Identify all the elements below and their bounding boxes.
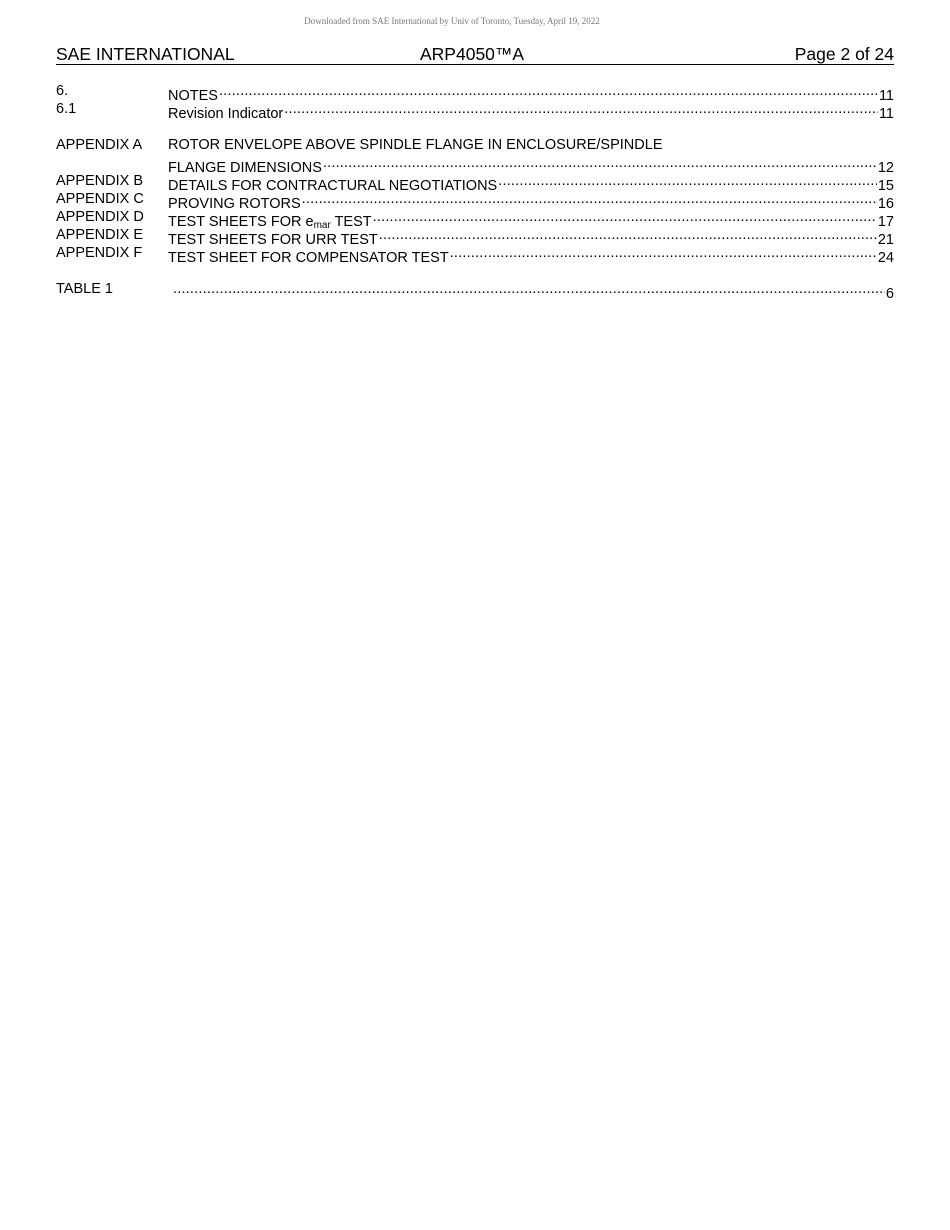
- toc-row-appendix-b[interactable]: [56, 172, 894, 194]
- toc-entry: [168, 100, 894, 123]
- header-organization: SAE INTERNATIONAL: [56, 44, 235, 64]
- toc-row-appendix-c[interactable]: [56, 190, 894, 212]
- toc-dot-leader: [302, 190, 877, 208]
- toc-number: APPENDIX C: [56, 191, 144, 207]
- toc-page: 11: [878, 88, 894, 104]
- page-header: [56, 44, 894, 65]
- toc-row-notes[interactable]: [56, 82, 894, 104]
- toc-row-appendix-d[interactable]: [56, 208, 894, 231]
- toc-row-appendix-a-line2[interactable]: [56, 154, 894, 176]
- toc-number: 6.1: [56, 101, 77, 117]
- toc-dot-leader: [219, 82, 878, 100]
- toc-page: 21: [877, 232, 894, 248]
- toc-dot-leader: [284, 100, 878, 118]
- toc-number: APPENDIX E: [56, 227, 144, 243]
- toc-dot-leader: [373, 208, 877, 226]
- toc-title: TEST SHEETS FOR URR TEST: [168, 232, 378, 248]
- toc-entry: [168, 244, 894, 267]
- toc-title: ROTOR ENVELOPE ABOVE SPINDLE FLANGE IN ENCLOSURE/SPINDLE: [168, 137, 663, 153]
- toc-title: TEST SHEET FOR COMPENSATOR TEST: [168, 250, 449, 266]
- toc-number: APPENDIX D: [56, 209, 144, 225]
- toc-entry: [172, 280, 894, 303]
- toc-title-suffix: TEST: [330, 214, 372, 230]
- toc-number: 6.: [56, 83, 69, 99]
- toc-dot-leader: [450, 244, 877, 262]
- toc-page: 16: [877, 196, 894, 212]
- toc-page: 11: [878, 106, 894, 122]
- toc-number: APPENDIX F: [56, 245, 143, 261]
- toc-title: DETAILS FOR CONTRACTURAL NEGOTIATIONS: [168, 178, 498, 194]
- toc-row-revision-indicator[interactable]: [56, 100, 894, 122]
- toc-title-continued: FLANGE DIMENSIONS: [168, 160, 322, 176]
- toc-page: 12: [877, 160, 894, 176]
- toc-page: 15: [877, 178, 894, 194]
- header-page-number: Page 2 of 24: [794, 44, 894, 64]
- toc-dot-leader: [323, 154, 877, 172]
- toc-dot-leader: [173, 280, 885, 298]
- toc-row-appendix-e[interactable]: [56, 226, 894, 248]
- toc-dot-leader: [498, 172, 877, 190]
- toc-page: 17: [877, 214, 894, 230]
- toc-number: APPENDIX A: [56, 137, 143, 153]
- toc-row-table-1[interactable]: [56, 280, 894, 302]
- download-note: Downloaded from SAE International by Univ of Toronto, Tuesday, April 19, 2022: [304, 16, 600, 26]
- toc-title-subscript: mar: [313, 220, 331, 231]
- toc-row-appendix-a-line1[interactable]: [56, 136, 894, 154]
- toc-title: NOTES: [168, 88, 218, 104]
- toc-title-prefix: TEST SHEETS FOR e: [168, 214, 314, 230]
- toc-page: 6: [885, 286, 894, 302]
- header-document-number: ARP4050™A: [420, 44, 525, 64]
- toc-row-appendix-f[interactable]: [56, 244, 894, 266]
- toc-page: 24: [877, 250, 894, 266]
- toc-number: TABLE 1: [56, 281, 113, 297]
- toc-title: Revision Indicator: [168, 106, 284, 122]
- toc-dot-leader: [379, 226, 877, 244]
- toc-number: APPENDIX B: [56, 173, 144, 189]
- toc-title: PROVING ROTORS: [168, 196, 301, 212]
